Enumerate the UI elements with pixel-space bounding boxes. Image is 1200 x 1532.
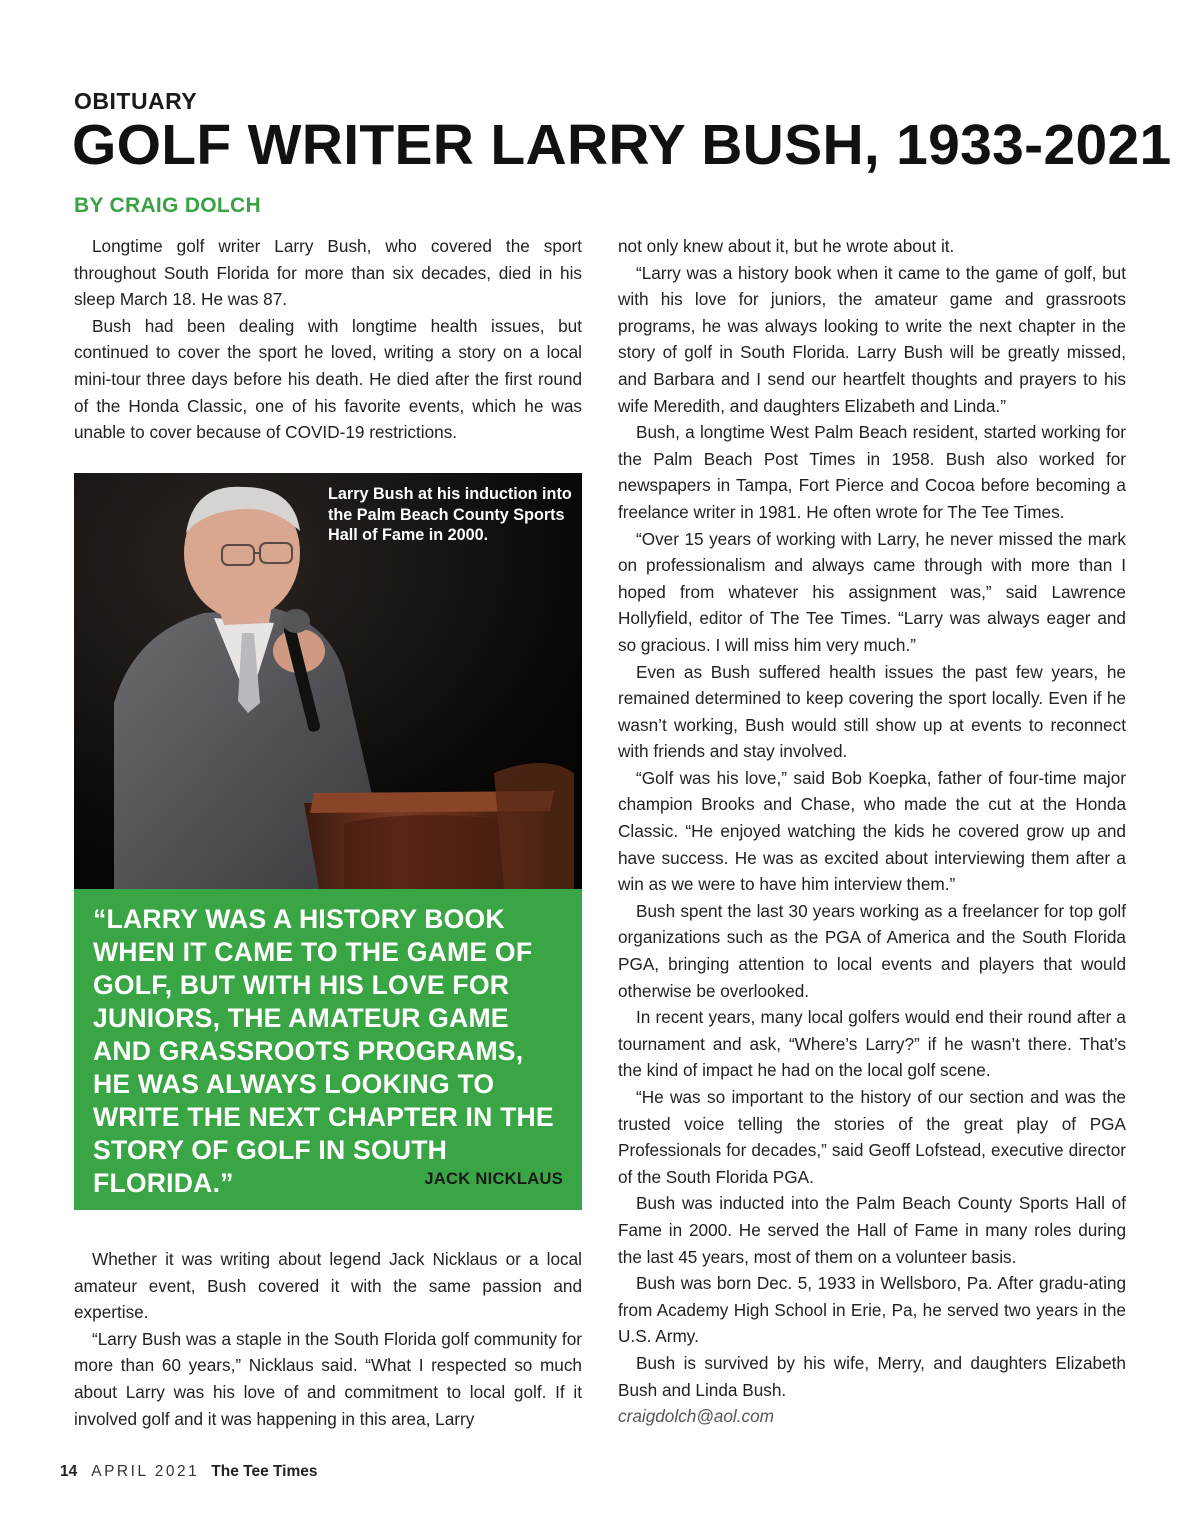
- body-paragraph: Longtime golf writer Larry Bush, who covered the sport throughout South Florida for more than six decades, died in his sleep March 18. He was 87.: [74, 236, 582, 310]
- body-paragraph: “Over 15 years of working with Larry, he never missed the mark on professionalism and always came through with more than I hoped from whatever his assignment was,” said Lawrence Hollyfield, editor of The Tee Times. “Larry was always eager and so gracious. I will miss him very much.”: [618, 528, 1126, 655]
- body-paragraph: “Larry was a history book when it came to the game of golf, but with his love for juniors, the amateur game and grassroots programs, he was always looking to write the next chapter in the story of golf in South Florida. Larry Bush will be greatly missed, and Barbara and I send our heartfelt thoughts and prayers to his wife Meredith, and daughters Elizabeth and Linda.”: [618, 262, 1126, 416]
- body-paragraph: Bush was born Dec. 5, 1933 in Wellsboro, Pa. After gradu-ating from Academy High School in Erie, Pa, he served two years in the U.S. Army.: [618, 1273, 1126, 1347]
- body-paragraph: “Golf was his love,” said Bob Koepka, father of four-time major champion Brooks and Chase, who made the cut at the Honda Classic. “He enjoyed watching the kids he covered grow up and have success. He was as excited about interviewing them after a win as we were to have him interview them.”: [618, 767, 1126, 895]
- body-paragraph: Even as Bush suffered health issues the past few years, he remained determined to keep covering the sport locally. Even if he wasn’t working, Bush would still show up at events to reconnect with friends and stay involved.: [618, 661, 1126, 762]
- section-label: OBITUARY: [74, 88, 198, 114]
- body-paragraph: “Larry Bush was a staple in the South Florida golf community for more than 60 years,” Nicklaus said. “What I respected so much about Larry was his love of and commitment to local golf. If it involved golf and it was happening in this area, Larry: [74, 1328, 582, 1429]
- body-paragraph: Whether it was writing about legend Jack Nicklaus or a local amateur event, Bush covered it with the same passion and expertise.: [74, 1249, 582, 1323]
- body-paragraph: Bush is survived by his wife, Merry, and daughters Elizabeth Bush and Linda Bush.: [618, 1352, 1126, 1400]
- pull-quote-attribution: JACK NICKLAUS: [424, 1170, 563, 1188]
- body-paragraph: Bush was inducted into the Palm Beach County Sports Hall of Fame in 2000. He served the Hall of Fame in many roles during the last 45 years, most of them on a volunteer basis.: [618, 1193, 1126, 1267]
- pull-quote-text: “LARRY WAS A HISTORY BOOK WHEN IT CAME TO THE GAME OF GOLF, BUT WITH HIS LOVE FOR JUNIORS, THE AMATEUR GAME AND GRASSROOTS PROGRAMS, HE WAS ALWAYS LOOKING TO WRITE THE NEXT CHAPTER IN THE STORY OF GOLF IN SOUTH FLORIDA.”: [93, 904, 554, 1198]
- body-paragraph: Bush spent the last 30 years working as a freelancer for top golf organizations such as the PGA of America and the South Florida PGA, bringing attention to local events and players that would otherwise be overlooked.: [618, 900, 1126, 1001]
- page-footer: [60, 1463, 318, 1481]
- body-paragraph: Bush had been dealing with longtime health issues, but continued to cover the sport he loved, writing a story on a local mini-tour three days before his death. He died after the first round of the Honda Classic, one of his favorite events, which he was unable to cover because of COVID-19 restrictions.: [74, 315, 582, 443]
- body-paragraph-continued: not only knew about it, but he wrote about it.: [618, 236, 955, 256]
- body-paragraph: “He was so important to the history of our section and was the trusted voice telling the stories of the great play of PGA Professionals for decades,” said Geoff Lofstead, executive director of the South Florida PGA.: [618, 1087, 1126, 1187]
- byline: BY CRAIG DOLCH: [74, 194, 261, 217]
- left-column-top: [74, 233, 582, 446]
- portrait-photo: [74, 473, 582, 889]
- article-headline: GOLF WRITER LARRY BUSH, 1933-2021: [72, 113, 1172, 177]
- left-column-bottom: [74, 1246, 582, 1432]
- page-number: 14: [60, 1463, 78, 1480]
- magazine-name: The Tee Times: [211, 1463, 318, 1480]
- right-column: [618, 233, 1126, 1430]
- pull-quote: [74, 889, 582, 1210]
- photo-caption: Larry Bush at his induction into the Palm Beach County Sports Hall of Fame in 2000.: [328, 485, 572, 544]
- body-paragraph: In recent years, many local golfers would end their round after a tournament and ask, “Where’s Larry?” if he wasn’t there. That’s the kind of impact he had on the local golf scene.: [618, 1007, 1126, 1081]
- author-email: craigdolch@aol.com: [618, 1406, 774, 1427]
- issue-date: APRIL 2021: [91, 1463, 200, 1480]
- body-paragraph: Bush, a longtime West Palm Beach resident, started working for the Palm Beach Post Times in 1958. Bush also worked for newspapers in Tampa, Fort Pierce and Cocoa before becoming a freelance writer in 1981. He often wrote for The Tee Times.: [618, 422, 1126, 522]
